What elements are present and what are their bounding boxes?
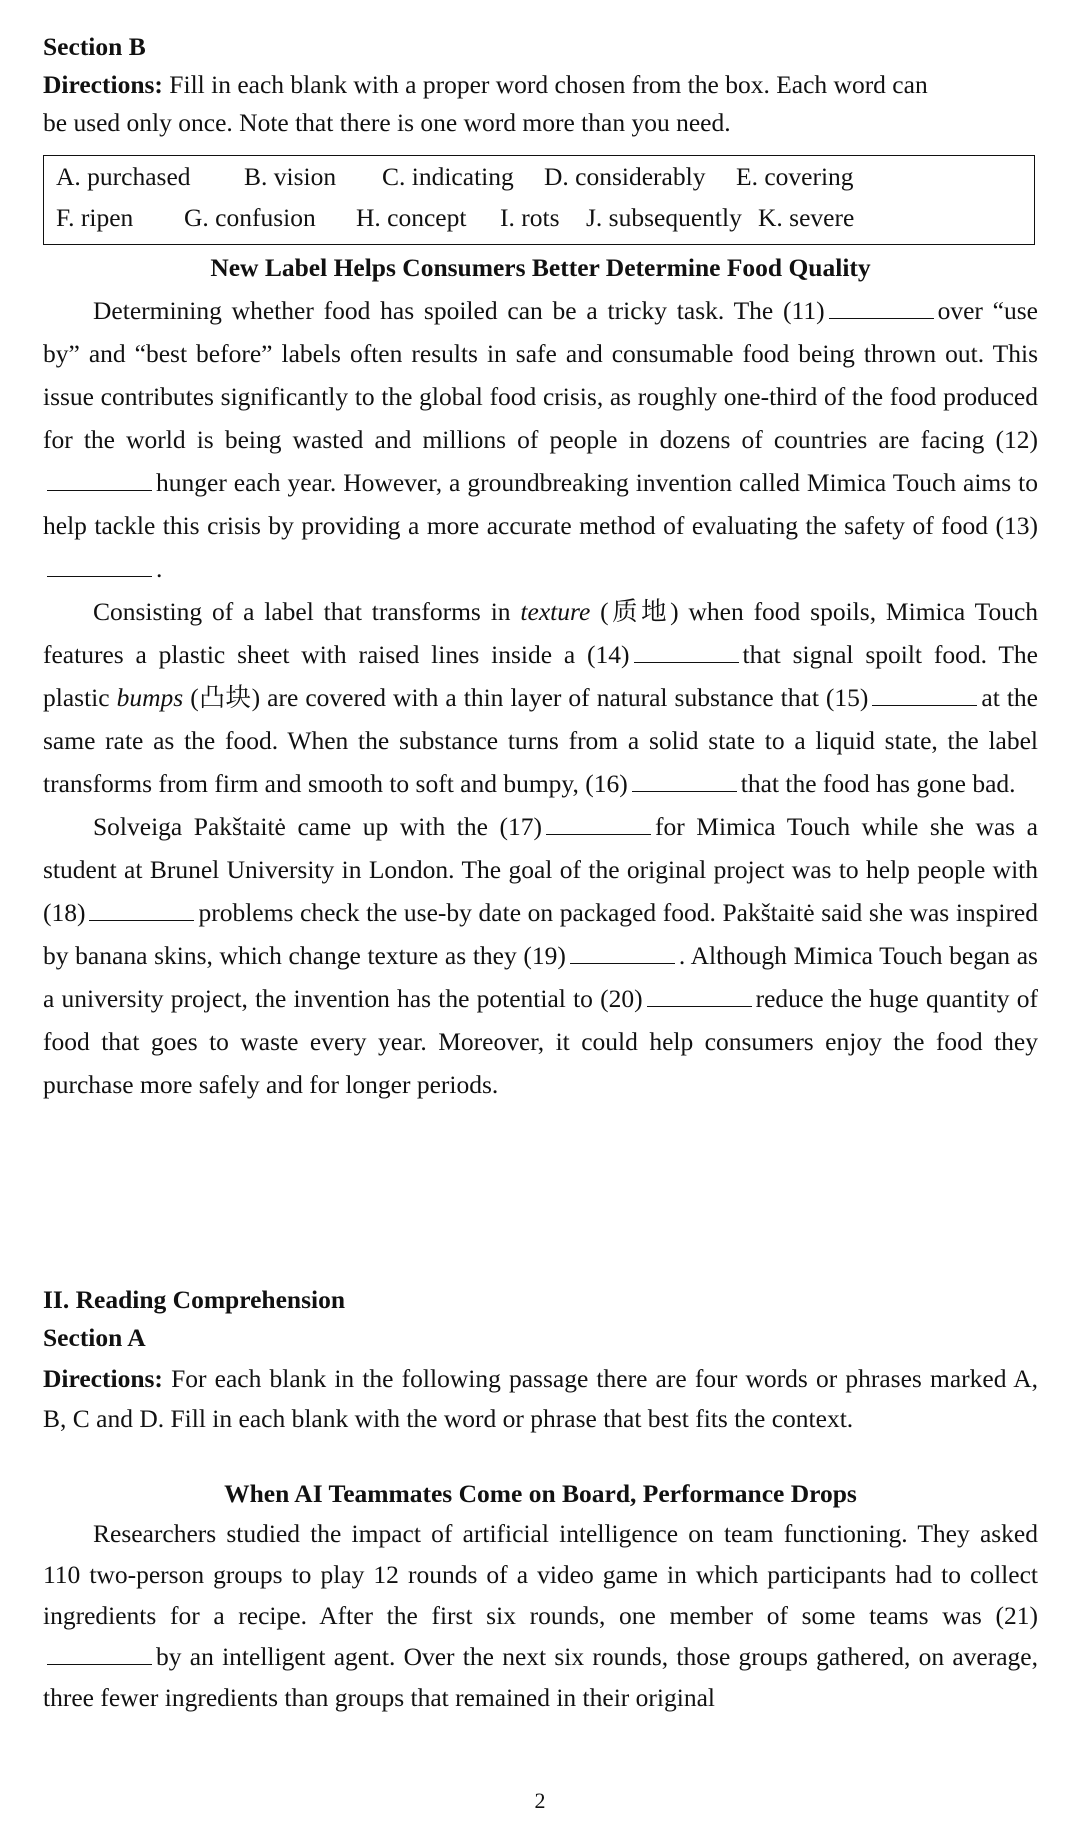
- directions-text: For each blank in the following passage there are four words or phrases marked A, B, C and D. Fill in each blank with the word or phrase that best fits the context.: [43, 1364, 1039, 1433]
- text-run: hunger each year. However, a groundbreaking invention called Mimica Touch aims to help tackle this crisis by providing a more accurate method of evaluating the safety of food (13): [43, 468, 1038, 540]
- page-number: 2: [534, 1788, 546, 1813]
- part-2-heading: II. Reading Comprehension: [43, 1285, 346, 1314]
- text-run: Researchers studied the impact of artificial intelligence on team functioning. They asked 110 two-person groups to play 12 rounds of a video game in which participants had to collect ingredients for a recipe. After the first six rounds, one member of some teams was (21): [43, 1519, 1038, 1630]
- text-run: at the same rate as the food. When the substance turns from a solid state to a liquid state, the label transforms from firm and smooth to soft and bumpy, (16): [43, 683, 1039, 798]
- text-run: (凸块) are covered with a thin layer of natural substance that (15): [190, 683, 869, 712]
- word-box-row-1: [56, 162, 1026, 202]
- blank-11[interactable]: [829, 318, 934, 319]
- directions-label: Directions:: [43, 70, 163, 99]
- blank-13[interactable]: [47, 576, 152, 577]
- blank-15[interactable]: [872, 705, 977, 706]
- text-run: by an intelligent agent. Over the next six rounds, those groups gathered, on average, three fewer ingredients than groups that remained in their original: [43, 1642, 1038, 1712]
- text-run: . Although Mimica Touch began as a university project, the invention has the potential to (20): [43, 941, 1038, 1013]
- passage-1-title: New Label Helps Consumers Better Determine Food Quality: [210, 253, 871, 282]
- passage-1-body: [43, 289, 1038, 1106]
- option-b: B. vision: [244, 162, 337, 191]
- option-i: I. rots: [500, 203, 560, 232]
- option-c: C. indicating: [382, 162, 514, 191]
- term-texture: texture: [520, 597, 591, 626]
- text-run: that signal spoilt food. The plastic: [43, 640, 1038, 712]
- option-e: E. covering: [736, 162, 854, 191]
- text-run: .: [156, 554, 163, 583]
- option-h: H. concept: [356, 203, 467, 232]
- text-run: problems check the use-by date on packaged food. Pakštaitė said she was inspired by banana skins, which change texture as they (19): [43, 898, 1038, 970]
- text-run: reduce the huge quantity of food that goes to waste every year. Moreover, it could help consumers enjoy the food they purchase more safely and for longer periods.: [43, 984, 1038, 1099]
- passage-2-paragraph-1: [43, 1513, 1038, 1718]
- section-b-directions-line1: [43, 70, 928, 100]
- text-run: Determining whether food has spoiled can be a tricky task. The (11): [93, 296, 825, 325]
- option-f: F. ripen: [56, 203, 134, 232]
- section-b-directions-line2: be used only once. Note that there is one word more than you need.: [43, 108, 731, 137]
- blank-19[interactable]: [570, 963, 675, 964]
- passage-2-title: When AI Teammates Come on Board, Performance Drops: [224, 1479, 857, 1508]
- passage-1-paragraph-2: [43, 590, 1038, 805]
- option-j: J. subsequently: [586, 203, 742, 232]
- option-a: A. purchased: [56, 162, 191, 191]
- passage-1-paragraph-3: [43, 805, 1038, 1106]
- passage-2-body: [43, 1513, 1038, 1718]
- blank-17[interactable]: [546, 834, 651, 835]
- blank-21[interactable]: [47, 1664, 152, 1665]
- blank-12[interactable]: [47, 490, 152, 491]
- text-run: Consisting of a label that transforms in: [93, 597, 511, 626]
- blank-16[interactable]: [632, 791, 737, 792]
- passage-1-paragraph-1: [43, 289, 1038, 590]
- term-bumps: bumps: [116, 683, 184, 712]
- part-2-directions: [43, 1359, 1038, 1439]
- text-run: Solveiga Pakštaitė came up with the (17): [93, 812, 542, 841]
- section-a-heading: Section A: [43, 1323, 146, 1352]
- word-box-row-2: [56, 203, 1026, 243]
- blank-20[interactable]: [647, 1006, 752, 1007]
- text-run: that the food has gone bad.: [740, 769, 1016, 798]
- word-box: [43, 155, 1035, 245]
- option-k: K. severe: [758, 203, 855, 232]
- directions-text-1: Fill in each blank with a proper word chosen from the box. Each word can: [169, 70, 928, 99]
- blank-18[interactable]: [89, 920, 194, 921]
- directions-label: Directions:: [43, 1364, 163, 1393]
- text-run: (质地) when food spoils, Mimica Touch features a plastic sheet with raised lines inside a (14): [43, 597, 1039, 669]
- text-run: over “use by” and “best before” labels often results in safe and consumable food being thrown out. This issue contributes significantly to the global food crisis, as roughly one-third of the food produced for the world is being wasted and millions of people in dozens of countries are facing (12): [43, 296, 1038, 454]
- text-run: for Mimica Touch while she was a student at Brunel University in London. The goal of the original project was to help people with (18): [43, 812, 1039, 927]
- option-d: D. considerably: [544, 162, 706, 191]
- option-g: G. confusion: [184, 203, 316, 232]
- blank-14[interactable]: [634, 662, 739, 663]
- section-b-heading: Section B: [43, 32, 146, 61]
